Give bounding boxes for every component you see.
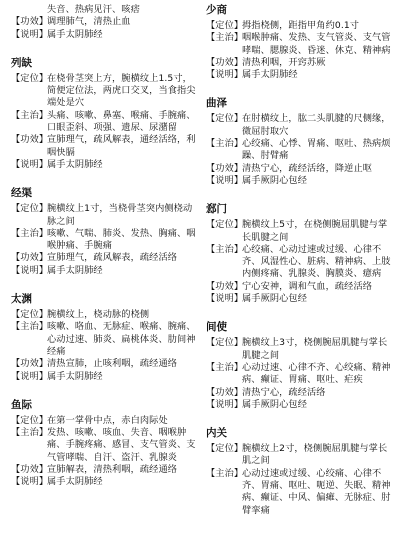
field-text: 发热、咳嗽、咳血、失音、咽喉肿痛、手腕疼痛、感冒、支气管炎、支气管哮喘、自汗、盗汗、乳腺炎 (47, 427, 196, 463)
field-label: 【主治】 (206, 32, 244, 44)
field-label: 【功效】 (206, 280, 244, 292)
entry-line (206, 113, 396, 138)
field-label: 【主治】 (206, 243, 244, 255)
entry-line (11, 427, 199, 464)
right-column (206, 4, 396, 517)
field-label: 【说明】 (206, 398, 244, 410)
field-label: 【功效】 (11, 464, 49, 476)
entry-line (206, 175, 396, 187)
field-text: 心动过速或过缓、心绞痛、心律不齐、胃痛、呕吐、呃逆、失眠、精神病、癫证、中风、偏瘫、无脉症、肘臂挛痛 (242, 467, 391, 516)
field-text: 清热利咽，开窍苏厥 (242, 56, 326, 68)
entry-spacer (11, 41, 199, 57)
entry-line (206, 281, 396, 293)
field-label: 【定位】 (206, 20, 244, 31)
entry-line (11, 464, 199, 476)
entry-line (11, 16, 199, 28)
field-text: 在肘横纹上，肱二头肌腱的尺侧缘，微屈肘取穴 (242, 113, 391, 137)
entry-spacer (206, 187, 396, 203)
entry-line (11, 4, 199, 16)
field-label: 【主治】 (11, 109, 49, 121)
field-label: 【定位】 (206, 337, 244, 349)
field-label: 【定位】 (11, 72, 49, 84)
entry-line (11, 110, 199, 135)
entry-line (11, 265, 199, 277)
field-label: 【说明】 (206, 69, 244, 81)
field-label: 【说明】 (11, 476, 49, 488)
field-text: 宣肺理气，疏风解表，通经活络，利咽快膈 (47, 134, 196, 158)
field-text: 腕横纹上1寸，当桡骨茎突内侧桡动脉之间 (47, 203, 193, 227)
acupoint-title: 经渠 (11, 187, 32, 200)
field-text: 宣肺理气，疏风解表，疏经活络 (47, 252, 178, 264)
entry-spacer (11, 171, 199, 187)
field-text: 咳嗽、咯血、无脉症、喉痛、腕痛、心动过速、肺炎、扁桃体炎、肋间神经痛 (47, 321, 196, 357)
field-text: 咳嗽、气喘、肺炎、发热、胸痛、咽喉肿痛、手腕痛 (47, 227, 196, 252)
acupoint-title: 少商 (206, 4, 227, 16)
acupoint-title: 内关 (206, 427, 227, 440)
right-acupoint-entry (206, 4, 396, 81)
field-label: 【功效】 (11, 358, 49, 370)
entry-line (11, 358, 199, 370)
field-text: 属手太阴肺经 (47, 158, 103, 170)
field-text: 腕横纹上3寸，桡侧腕屈肌腱与掌长肌腱之间 (242, 337, 388, 361)
entry-line (206, 244, 396, 281)
acupoint-title: 间使 (206, 321, 227, 334)
field-label: 【定位】 (206, 443, 244, 455)
entry-line (206, 399, 396, 411)
field-text: 清热宣肺，止咳利咽，疏经通络 (47, 358, 178, 370)
field-text: 属手太阴肺经 (242, 69, 298, 81)
left-acupoint-entry (11, 187, 199, 277)
field-label: 【主治】 (11, 321, 49, 333)
entry-line (206, 163, 396, 175)
acupoint-title: 太渊 (11, 293, 32, 306)
field-label: 【说明】 (206, 174, 244, 186)
left-acupoint-entry (11, 57, 199, 171)
entry-spacer (206, 305, 396, 321)
field-label: 【功效】 (206, 162, 244, 174)
left-acupoint-entry (11, 4, 199, 41)
entry-line (11, 415, 199, 427)
field-text: 头痛、咳嗽、鼻塞、喉痛、手腕痛、口眼歪斜、项强、遗尿、尿潴留 (47, 109, 196, 134)
entry-line (206, 32, 396, 57)
entry-line (206, 20, 396, 32)
entry-line (206, 138, 396, 163)
field-label: 【定位】 (206, 113, 244, 125)
left-acupoint-entry (11, 399, 199, 489)
field-text: 属手厥阴心包经 (242, 398, 308, 410)
field-text: 心动过速、心律不齐、心绞痛、精神病、癫证、胃痛、呕吐、疟疾 (242, 361, 391, 386)
field-label: 【说明】 (11, 28, 49, 40)
entry-line (11, 476, 199, 488)
entry-line (11, 134, 199, 159)
field-text: 属手太阴肺经 (47, 370, 103, 382)
entry-line (206, 57, 396, 69)
field-text: 在第一掌骨中点，赤白肉际处 (47, 414, 168, 426)
entry-spacer (206, 81, 396, 97)
field-label: 【定位】 (11, 203, 49, 215)
field-text: 腕横纹上5寸，在桡侧腕屈肌腱与掌长肌腱之间 (242, 219, 388, 243)
entry-line (206, 468, 396, 517)
field-label: 【主治】 (206, 361, 244, 373)
field-label: 【主治】 (206, 138, 244, 150)
field-text: 在桡骨茎突上方，腕横纹上1.5寸，简便定位法，两虎口交叉，当食指尖端处是穴 (47, 72, 196, 109)
entry-spacer (206, 411, 396, 427)
field-label: 【主治】 (11, 427, 49, 439)
field-text: 心绞痛、心动过速或过缓、心律不齐、风湿性心、脏病、精神病、上肢内侧疼痛、乳腺炎、胸膜炎、癔病 (242, 243, 391, 280)
field-label: 【功效】 (11, 16, 49, 28)
field-text: 失音、热病见汗、咳痞 (47, 4, 140, 15)
entry-line (11, 73, 199, 110)
field-label: 【功效】 (11, 134, 49, 146)
right-acupoint-entry (206, 427, 396, 517)
entry-line (206, 362, 396, 387)
field-label: 【说明】 (11, 158, 49, 170)
entry-line (11, 321, 199, 358)
entry-line (206, 293, 396, 305)
left-column (11, 4, 199, 489)
field-text: 属手太阴肺经 (47, 476, 103, 488)
entry-spacer (11, 383, 199, 399)
field-text: 属手厥阴心包经 (242, 174, 308, 186)
entry-line (11, 371, 199, 383)
acupoint-title: 郄门 (206, 203, 227, 216)
field-text: 拇指桡侧，距指甲角约0.1寸 (242, 20, 360, 31)
field-label: 【定位】 (11, 309, 49, 321)
field-label: 【主治】 (206, 467, 244, 479)
field-text: 咽喉肿痛、发热、支气管炎、支气管哮喘、腮腺炎、昏迷、休克、精神病 (242, 32, 391, 56)
field-text: 属手太阴肺经 (47, 28, 103, 40)
field-label: 【定位】 (11, 414, 49, 426)
acupoint-title: 曲泽 (206, 97, 227, 110)
entry-line (206, 69, 396, 81)
field-text: 清热宁心，疏经活络 (242, 386, 326, 398)
field-text: 心绞痛、心悸、胃痛、呕吐、热病烦躁、肘臂痛 (242, 138, 391, 162)
field-label: 【说明】 (206, 293, 244, 305)
entry-line (11, 203, 199, 228)
left-acupoint-entry (11, 293, 199, 383)
field-text: 宁心安神，调和气血，疏经活络 (242, 280, 373, 292)
field-label: 【说明】 (11, 264, 49, 276)
field-text: 清热宁心，疏经活络，降逆止呕 (242, 162, 373, 174)
right-acupoint-entry (206, 321, 396, 411)
field-label: 【功效】 (206, 386, 244, 398)
entry-line (11, 29, 199, 41)
field-text: 腕横纹上2寸，桡侧腕屈肌腱与掌长肌之间 (242, 443, 388, 467)
right-acupoint-entry (206, 97, 396, 187)
entry-line (11, 309, 199, 321)
entry-spacer (11, 277, 199, 293)
field-text: 宣肺解表，清热利咽，疏经通络 (47, 464, 178, 476)
entry-line (11, 159, 199, 171)
entry-line (11, 252, 199, 264)
field-text: 腕横纹上，桡动脉的桡侧 (47, 309, 150, 321)
right-acupoint-entry (206, 203, 396, 305)
field-text: 属手太阴肺经 (47, 264, 103, 276)
field-label: 【功效】 (206, 56, 244, 68)
field-text: 属手厥阴心包经 (242, 293, 308, 305)
field-label: 【说明】 (11, 370, 49, 382)
acupoint-title: 鱼际 (11, 398, 32, 411)
entry-line (11, 228, 199, 253)
entry-line (206, 387, 396, 399)
field-text: 调理肺气，清热止血 (47, 16, 131, 28)
field-label: 【主治】 (11, 227, 49, 239)
entry-line (206, 443, 396, 468)
entry-line (206, 337, 396, 362)
acupoint-title: 列缺 (11, 56, 32, 69)
field-label: 【功效】 (11, 252, 49, 264)
field-label: 【定位】 (206, 219, 244, 231)
entry-line (206, 219, 396, 244)
